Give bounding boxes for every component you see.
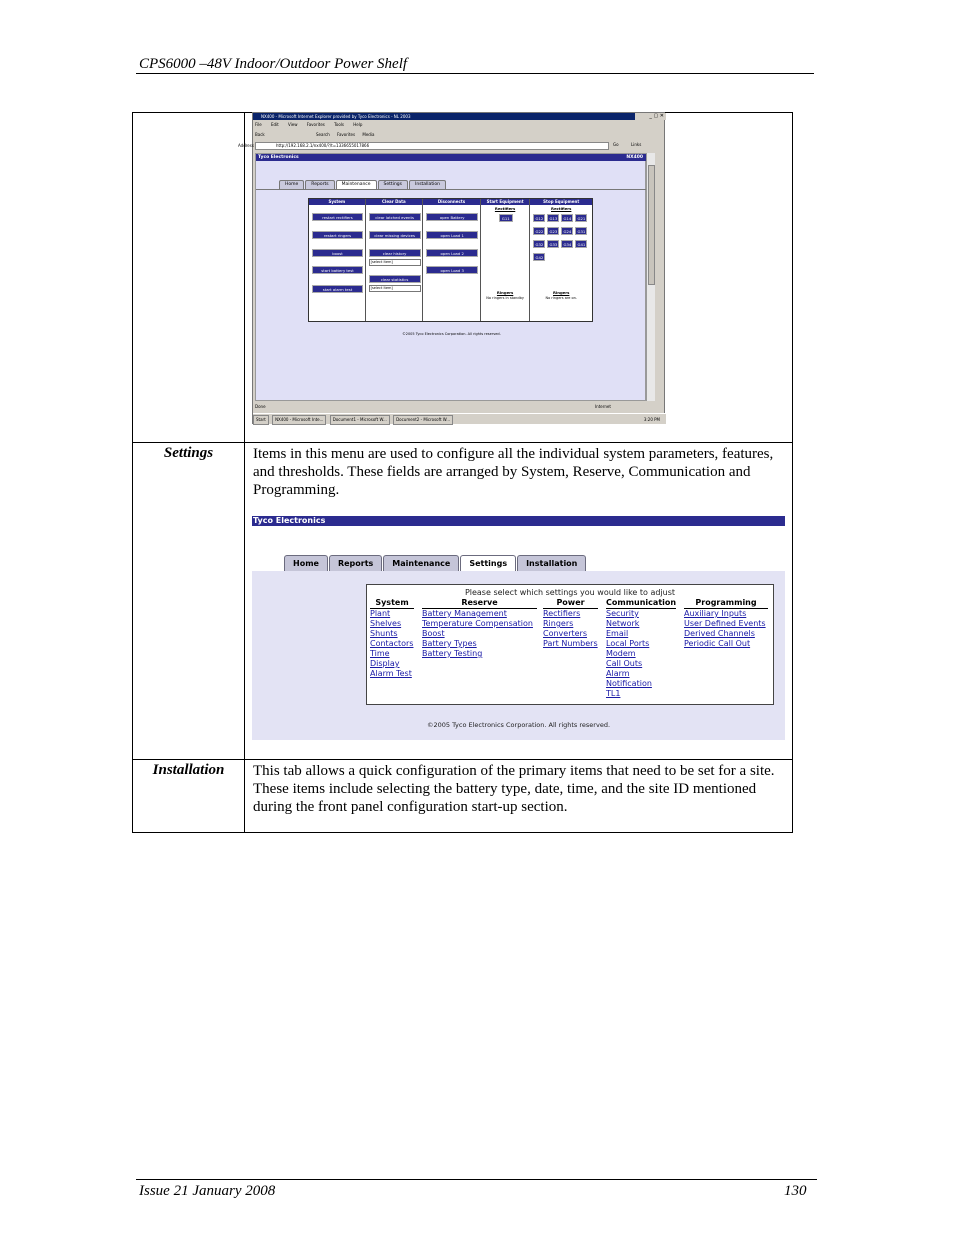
start-button[interactable]: Start bbox=[253, 415, 269, 425]
settings-copyright: ©2005 Tyco Electronics Corporation. All rights reserved. bbox=[426, 721, 611, 729]
taskbar-item-document2[interactable]: Document2 - Microsoft W... bbox=[393, 415, 453, 425]
favorites-button[interactable]: Favorites bbox=[337, 132, 356, 137]
stop-ringers-label: Ringers bbox=[553, 290, 570, 295]
open-load-2-button[interactable]: open Load 2 bbox=[426, 249, 478, 257]
link-display[interactable]: Display bbox=[370, 659, 400, 668]
clear-statistics-select[interactable]: [select item] bbox=[369, 285, 421, 292]
menu-file[interactable]: File bbox=[255, 122, 262, 127]
row-text-installation: This tab allows a quick configuration of the primary items that need to be set for a site. These items include selecting the battery type, date, time, and the site ID mentioned during the front panel configuration start-up section. bbox=[253, 763, 775, 815]
system-column bbox=[309, 199, 366, 321]
status-text: Done bbox=[255, 404, 266, 409]
vertical-scrollbar[interactable] bbox=[646, 153, 655, 401]
system-header: System bbox=[309, 199, 365, 205]
maintenance-browser-screenshot bbox=[238, 112, 665, 424]
link-battery-types[interactable]: Battery Types bbox=[422, 639, 477, 648]
stop-g33-button[interactable]: G33 bbox=[547, 240, 559, 248]
stop-g41-button[interactable]: G41 bbox=[575, 240, 587, 248]
link-shunts[interactable]: Shunts bbox=[370, 629, 398, 638]
tab-home[interactable]: Home bbox=[279, 180, 304, 189]
taskbar-clock: 3:20 PM bbox=[643, 417, 660, 422]
stop-equipment-column bbox=[530, 199, 592, 321]
stop-g42-button[interactable]: G42 bbox=[533, 253, 545, 261]
stop-g22-button[interactable]: G22 bbox=[533, 227, 545, 235]
start-ringers-label: Ringers bbox=[496, 290, 514, 295]
link-alarm-notification[interactable]: Alarm Notification bbox=[606, 669, 652, 688]
power-settings-column bbox=[543, 598, 598, 649]
link-periodic-call-out[interactable]: Periodic Call Out bbox=[684, 639, 751, 648]
link-contactors[interactable]: Contactors bbox=[370, 639, 414, 648]
taskbar-item-browser[interactable]: NX400 - Microsoft Inte... bbox=[272, 415, 326, 425]
installation-label-cell bbox=[133, 760, 245, 833]
clear-data-header: Clear Data bbox=[366, 199, 423, 205]
start-g11-button[interactable]: G11 bbox=[499, 214, 513, 222]
start-equipment-column bbox=[481, 199, 531, 321]
browser-menubar bbox=[255, 122, 370, 127]
link-ringers[interactable]: Ringers bbox=[543, 619, 574, 628]
tab-settings[interactable]: Settings bbox=[378, 180, 408, 189]
system-settings-header: System bbox=[370, 598, 414, 609]
stop-g23-button[interactable]: G23 bbox=[547, 227, 559, 235]
stop-ringers-note: No ringers are on. bbox=[545, 296, 577, 300]
maintenance-page bbox=[255, 153, 646, 401]
open-load-3-button[interactable]: open Load 3 bbox=[426, 266, 478, 274]
open-load-1-button[interactable]: open Load 1 bbox=[426, 231, 478, 239]
link-alarm-test[interactable]: Alarm Test bbox=[370, 669, 412, 678]
link-derived-channels[interactable]: Derived Channels bbox=[684, 629, 755, 638]
footer-rule bbox=[136, 1179, 817, 1180]
disconnects-column bbox=[423, 199, 481, 321]
tab-installation[interactable]: Installation bbox=[409, 180, 446, 189]
maintenance-copyright: ©2005 Tyco Electronics Corporation. All rights reserved. bbox=[402, 332, 501, 336]
link-part-numbers[interactable]: Part Numbers bbox=[543, 639, 598, 648]
stop-g34-button[interactable]: G34 bbox=[561, 240, 573, 248]
link-modem[interactable]: Modem bbox=[606, 649, 636, 658]
programming-settings-column bbox=[684, 598, 768, 649]
back-button[interactable]: Back bbox=[255, 132, 265, 137]
address-input[interactable]: http://192.168.2.1/nx400/?/t=1336655017866 bbox=[276, 143, 370, 148]
company-name: Tyco Electronics bbox=[258, 155, 299, 160]
programming-settings-header: Programming bbox=[684, 598, 768, 609]
footer-page-number: 130 bbox=[784, 1183, 807, 1199]
tab-maintenance[interactable]: Maintenance bbox=[336, 180, 377, 189]
row-label-installation: Installation bbox=[152, 762, 225, 778]
settings-selection-box bbox=[366, 584, 774, 705]
reserve-settings-header: Reserve bbox=[422, 598, 537, 609]
window-controls[interactable]: _ ▢ ✕ bbox=[635, 113, 666, 120]
link-auxiliary-inputs[interactable]: Auxiliary Inputs bbox=[684, 609, 747, 618]
settings-page bbox=[252, 571, 785, 740]
restart-rectifiers-button[interactable]: restart rectifiers bbox=[312, 213, 363, 221]
link-boost[interactable]: Boost bbox=[422, 629, 445, 638]
settings-prompt: Please select which settings you would like to adjust bbox=[464, 588, 676, 597]
settings-screenshot bbox=[252, 516, 785, 740]
settings-tab-home[interactable]: Home bbox=[284, 555, 328, 571]
menu-edit[interactable]: Edit bbox=[270, 122, 279, 127]
stop-g31-button[interactable]: G31 bbox=[575, 227, 587, 235]
start-alarm-test-button[interactable]: start alarm test bbox=[312, 285, 363, 293]
clear-statistics-button[interactable]: clear statistics bbox=[369, 275, 421, 283]
open-battery-button[interactable]: open Battery bbox=[426, 213, 478, 221]
zone-text: Internet bbox=[595, 404, 611, 409]
start-ringers-note: No ringers in standby bbox=[486, 296, 524, 300]
start-battery-test-button[interactable]: start battery test bbox=[312, 266, 363, 274]
start-rectifiers-label: Rectifiers bbox=[494, 206, 516, 211]
start-equipment-header: Start Equipment bbox=[481, 199, 530, 205]
address-label: Address bbox=[238, 143, 254, 148]
link-temperature-compensation[interactable]: Temperature Compensation bbox=[422, 619, 533, 628]
stop-rectifiers-label: Rectifiers bbox=[551, 206, 572, 211]
system-settings-column bbox=[370, 598, 414, 679]
link-battery-testing[interactable]: Battery Testing bbox=[422, 649, 483, 658]
maintenance-panel bbox=[308, 198, 593, 322]
disconnects-header: Disconnects bbox=[423, 199, 480, 205]
maintenance-tabs bbox=[279, 180, 447, 189]
settings-tab-installation[interactable]: Installation bbox=[517, 555, 586, 571]
taskbar bbox=[253, 413, 666, 424]
link-shelves[interactable]: Shelves bbox=[370, 619, 402, 628]
settings-tabs bbox=[284, 555, 587, 571]
settings-tab-settings[interactable]: Settings bbox=[460, 555, 516, 571]
address-bar[interactable] bbox=[238, 142, 609, 150]
link-local-ports[interactable]: Local Ports bbox=[606, 639, 650, 648]
row-text-settings: Items in this menu are used to configure all the individual system parameters, features, and thresholds. These fields are arranged by System, Reserve, Communication and Programming. bbox=[253, 446, 774, 498]
settings-tab-maintenance[interactable]: Maintenance bbox=[383, 555, 459, 571]
communication-settings-column bbox=[606, 598, 676, 699]
installation-desc-cell bbox=[245, 760, 793, 833]
communication-settings-header: Communication bbox=[606, 598, 677, 607]
stop-g14-button[interactable]: G14 bbox=[561, 214, 573, 222]
taskbar-item-document1[interactable]: Document1 - Microsoft W... bbox=[330, 415, 390, 425]
media-button[interactable]: Media bbox=[362, 132, 375, 137]
menu-favorites[interactable]: Favorites bbox=[306, 122, 325, 127]
scrollbar-thumb[interactable] bbox=[648, 165, 655, 285]
link-time[interactable]: Time bbox=[370, 649, 390, 658]
row-label-settings: Settings bbox=[163, 445, 214, 461]
link-network[interactable]: Network bbox=[606, 619, 640, 628]
boost-button[interactable]: boost bbox=[312, 249, 363, 257]
company-banner bbox=[256, 154, 647, 161]
go-button[interactable]: Go bbox=[613, 142, 619, 147]
link-email[interactable]: Email bbox=[606, 629, 629, 638]
clear-history-select[interactable]: [select item] bbox=[369, 259, 421, 266]
stop-g21-button[interactable]: G21 bbox=[575, 214, 587, 222]
link-security[interactable]: Security bbox=[606, 609, 639, 618]
settings-company-banner: Tyco Electronics bbox=[252, 516, 785, 526]
power-settings-header: Power bbox=[543, 598, 598, 609]
settings-tab-reports[interactable]: Reports bbox=[329, 555, 382, 571]
status-bar bbox=[255, 403, 646, 411]
screenshot-label-cell bbox=[133, 113, 245, 443]
link-converters[interactable]: Converters bbox=[543, 629, 588, 638]
browser-toolbar bbox=[255, 132, 374, 137]
tab-reports[interactable]: Reports bbox=[305, 180, 334, 189]
links-button[interactable]: Links bbox=[631, 142, 642, 147]
clear-history-button[interactable]: clear history bbox=[369, 249, 421, 257]
stop-g32-button[interactable]: G32 bbox=[533, 240, 545, 248]
stop-g24-button[interactable]: G24 bbox=[561, 227, 573, 235]
clear-data-column bbox=[366, 199, 424, 321]
document-header-title: CPS6000 –48V Indoor/Outdoor Power Shelf bbox=[139, 56, 408, 72]
clear-latched-events-button[interactable]: clear latched events bbox=[369, 213, 421, 221]
menu-help[interactable]: Help bbox=[353, 122, 363, 127]
header-rule bbox=[136, 73, 814, 74]
footer-issue: Issue 21 January 2008 bbox=[139, 1183, 276, 1199]
link-tl1[interactable]: TL1 bbox=[606, 689, 621, 698]
stop-equipment-header: Stop Equipment bbox=[530, 199, 592, 205]
search-button[interactable]: Search bbox=[316, 132, 330, 137]
product-name: NX400 bbox=[626, 155, 643, 160]
browser-titlebar: NX400 - Microsoft Internet Explorer provided by Tyco Electronics - NL 2003 bbox=[253, 113, 643, 120]
restart-ringers-button[interactable]: restart ringers bbox=[312, 231, 363, 239]
settings-label-cell bbox=[133, 443, 245, 760]
link-plant[interactable]: Plant bbox=[370, 609, 391, 618]
link-call-outs[interactable]: Call Outs bbox=[606, 659, 643, 668]
stop-g13-button[interactable]: G13 bbox=[547, 214, 559, 222]
tab-strip-line bbox=[256, 189, 647, 190]
menu-tools[interactable]: Tools bbox=[334, 122, 345, 127]
link-rectifiers[interactable]: Rectifiers bbox=[543, 609, 581, 618]
stop-g12-button[interactable]: G12 bbox=[533, 214, 545, 222]
clear-missing-devices-button[interactable]: clear missing devices bbox=[369, 231, 421, 239]
link-battery-management[interactable]: Battery Management bbox=[422, 609, 507, 618]
reserve-settings-column bbox=[422, 598, 537, 659]
menu-view[interactable]: View bbox=[288, 122, 298, 127]
link-user-defined-events[interactable]: User Defined Events bbox=[684, 619, 766, 628]
